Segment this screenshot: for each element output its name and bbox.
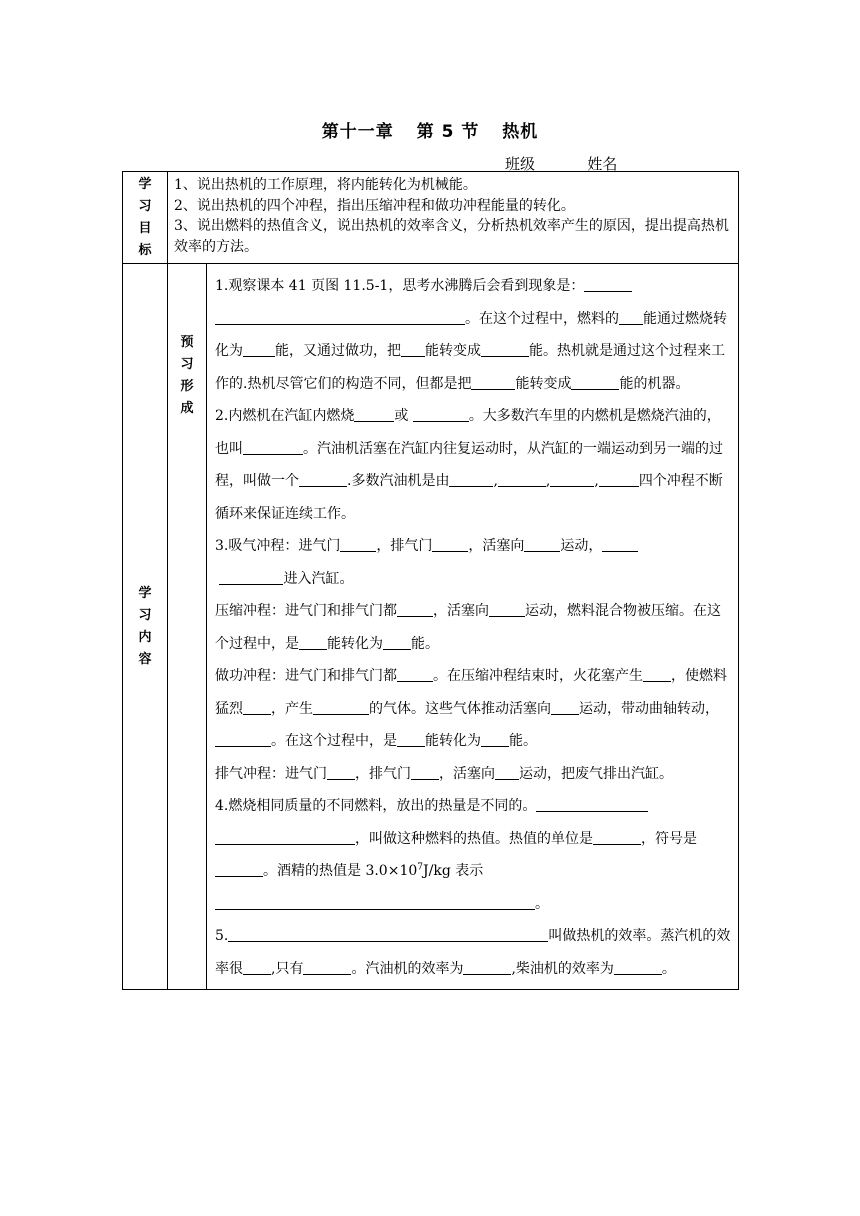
q3-text: 能。 bbox=[411, 635, 439, 652]
fill-blank[interactable] bbox=[243, 960, 271, 975]
fill-blank[interactable] bbox=[243, 700, 271, 715]
q1-text: 能通过燃烧转化为 bbox=[215, 310, 727, 359]
content-label-char: 容 bbox=[138, 651, 152, 667]
fill-blank[interactable] bbox=[299, 472, 347, 487]
fill-blank[interactable] bbox=[411, 765, 439, 780]
content-label-char: 习 bbox=[138, 607, 152, 623]
q3-text: ，活塞向 bbox=[433, 603, 489, 619]
fill-blank[interactable] bbox=[215, 310, 465, 325]
fill-blank[interactable] bbox=[481, 342, 529, 357]
content-label-char: 内 bbox=[138, 629, 152, 645]
q5-text: 叫做热机的效率。蒸汽机的效率很 bbox=[215, 928, 731, 977]
fill-blank[interactable] bbox=[397, 732, 425, 747]
question-3-exhaust bbox=[215, 758, 732, 791]
fill-blank[interactable] bbox=[463, 960, 511, 975]
class-label: 班级 bbox=[505, 155, 536, 173]
q3-text: ，使燃料猛烈 bbox=[215, 668, 727, 717]
q5-text: 5. bbox=[215, 928, 229, 944]
goals-label-char: 目 bbox=[138, 220, 152, 236]
goal-item: 3、说出燃料的热值含义，说出热机的效率含义，分析热机效率产生的原因，提出提高热机效率的方法。 bbox=[174, 218, 729, 255]
fill-blank[interactable] bbox=[228, 927, 548, 942]
q5-text: 。 bbox=[661, 960, 676, 977]
fill-blank[interactable] bbox=[303, 960, 351, 975]
fill-blank[interactable] bbox=[449, 472, 493, 487]
fill-blank[interactable] bbox=[401, 342, 425, 357]
q1-text: 能转变成 bbox=[515, 375, 572, 392]
q3-text: 能。 bbox=[509, 733, 537, 749]
q3-text: 能转化为 bbox=[327, 635, 383, 652]
fill-blank[interactable] bbox=[498, 472, 546, 487]
q4-exponent: 7 bbox=[417, 862, 423, 873]
q2-text: 。大多数汽车里的内燃机是燃烧汽油的，也叫 bbox=[215, 408, 721, 457]
q3-text: 。在压缩冲程结束时，火花塞产生 bbox=[433, 668, 643, 684]
q1-text: 能。热机就是通过这个过程来工作的.热机尽管它们的构造不同，但都是把 bbox=[215, 343, 725, 392]
content-row bbox=[123, 264, 739, 990]
q3-text: 运动，把废气排出汽缸。 bbox=[519, 765, 673, 782]
fill-blank[interactable] bbox=[584, 277, 632, 292]
fill-blank[interactable] bbox=[471, 375, 515, 390]
preview-label-char: 形 bbox=[180, 379, 194, 394]
goals-cell bbox=[168, 172, 739, 264]
fill-blank[interactable] bbox=[383, 635, 411, 650]
q4-text: J/kg 表示 bbox=[423, 863, 484, 879]
fill-blank[interactable] bbox=[354, 407, 394, 422]
content-cell bbox=[207, 264, 739, 990]
q3-text: ，活塞向 bbox=[439, 765, 495, 782]
q2-text: 或 bbox=[394, 408, 409, 424]
preview-label-char: 习 bbox=[180, 357, 194, 372]
fill-blank[interactable] bbox=[397, 667, 433, 682]
q2-text: .多数汽油机是由 bbox=[347, 473, 450, 489]
goals-label-char: 标 bbox=[138, 242, 152, 258]
chapter-label: 第十一章 bbox=[321, 122, 394, 142]
goal-item: 2、说出热机的四个冲程，指出压缩冲程和做功冲程能量的转化。 bbox=[174, 197, 575, 214]
section-label: 第 5 节 bbox=[416, 122, 480, 142]
q5-text: ,只有 bbox=[271, 960, 304, 977]
q4-text: 。酒精的热值是 3.0×10 bbox=[263, 863, 418, 879]
q5-text: 。汽油机的效率为 bbox=[351, 960, 464, 977]
fill-blank[interactable] bbox=[299, 635, 327, 650]
q3-text: 排气冲程：进气门 bbox=[215, 765, 327, 782]
q3-text: ，活塞向 bbox=[468, 538, 525, 554]
q2-text: 四个冲程不断循环来保证连续工作。 bbox=[215, 473, 723, 522]
question-4 bbox=[215, 790, 732, 920]
fill-blank[interactable] bbox=[571, 375, 619, 390]
goals-label-char: 学 bbox=[138, 176, 152, 192]
fill-blank[interactable] bbox=[215, 895, 535, 910]
fill-blank[interactable] bbox=[432, 537, 468, 552]
worksheet-table bbox=[122, 171, 739, 990]
q1-text: 。在这个过程中，燃料的 bbox=[465, 310, 619, 327]
q3-text: 运动，带动曲轴转动， bbox=[579, 700, 719, 717]
fill-blank[interactable] bbox=[489, 602, 525, 617]
name-blank[interactable] bbox=[617, 157, 725, 172]
fill-blank[interactable] bbox=[219, 570, 283, 585]
fill-blank[interactable] bbox=[413, 407, 469, 422]
goals-label-cell bbox=[123, 172, 168, 264]
goals-row bbox=[123, 172, 739, 264]
fill-blank[interactable] bbox=[614, 960, 662, 975]
q1-text: 1.观察课本 41 页图 11.5-1，思考水沸腾后会看到现象是： bbox=[215, 278, 585, 294]
q3-text: ，排气门 bbox=[355, 765, 411, 782]
q2-text: 2.内燃机在汽缸内燃烧 bbox=[215, 408, 355, 424]
q3-text: 进入汽缸。 bbox=[283, 570, 354, 587]
question-1 bbox=[215, 270, 732, 400]
content-label-cell bbox=[123, 264, 168, 990]
q3-text: ，产生 bbox=[271, 700, 313, 717]
question-3-power bbox=[215, 660, 732, 758]
fill-blank[interactable] bbox=[243, 440, 303, 455]
q4-text: 4.燃烧相同质量的不同燃料，放出的热量是不同的。 bbox=[215, 798, 537, 814]
fill-blank[interactable] bbox=[215, 862, 263, 877]
q4-text: ，符号是 bbox=[641, 830, 697, 847]
fill-blank[interactable] bbox=[524, 537, 560, 552]
fill-blank[interactable] bbox=[495, 765, 519, 780]
fill-blank[interactable] bbox=[340, 537, 376, 552]
q5-text: ,柴油机的效率为 bbox=[511, 960, 614, 977]
topic-label: 热机 bbox=[502, 122, 539, 142]
fill-blank[interactable] bbox=[643, 667, 671, 682]
preview-label-char: 预 bbox=[180, 335, 194, 350]
q4-text: 。 bbox=[535, 895, 549, 912]
q1-text: 能，又通过做功，把 bbox=[275, 343, 401, 359]
fill-blank[interactable] bbox=[602, 537, 638, 552]
fill-blank[interactable] bbox=[619, 310, 643, 325]
fill-blank[interactable] bbox=[397, 602, 433, 617]
class-blank[interactable] bbox=[535, 157, 573, 172]
q3-text: 压缩冲程：进气门和排气门都 bbox=[215, 603, 397, 619]
q3-text: 运动， bbox=[560, 538, 603, 554]
name-label: 姓名 bbox=[587, 155, 618, 173]
fill-blank[interactable] bbox=[599, 472, 639, 487]
preview-label-cell bbox=[168, 264, 207, 990]
goal-item: 1、说出热机的工作原理，将内能转化为机械能。 bbox=[174, 177, 477, 193]
fill-blank[interactable] bbox=[593, 830, 641, 845]
fill-blank[interactable] bbox=[550, 472, 594, 487]
fill-blank[interactable] bbox=[481, 732, 509, 747]
fill-blank[interactable] bbox=[215, 830, 355, 845]
question-5 bbox=[215, 920, 732, 985]
q3-text: 的气体。这些气体推动活塞向 bbox=[369, 700, 551, 717]
q3-text: 做功冲程：进气门和排气门都 bbox=[215, 668, 397, 684]
q2-text: 。汽油机活塞在汽缸内往复运动时，从汽缸的一端运动到另一端的过程，叫做一个 bbox=[215, 440, 723, 489]
question-3-compression bbox=[215, 595, 732, 660]
fill-blank[interactable] bbox=[551, 700, 579, 715]
content-label-char: 学 bbox=[138, 585, 152, 601]
fill-blank[interactable] bbox=[327, 765, 355, 780]
page-title bbox=[0, 117, 860, 142]
q4-text: ，叫做这种燃料的热值。热值的单位是 bbox=[355, 830, 593, 847]
preview-label-char: 成 bbox=[180, 401, 194, 416]
fill-blank[interactable] bbox=[536, 797, 648, 812]
q3-text: ，排气门 bbox=[376, 538, 433, 554]
q3-text: 。在这个过程中，是 bbox=[271, 733, 397, 749]
question-2: 2.内燃机在汽缸内燃烧 或 。大多数汽车里的内燃机是燃烧汽油的，也叫 。汽油机活塞在汽缸内往复运动时，从汽缸的一端运动到另一端的过程，叫做一个 .多数汽油机是由 , , , 四个冲程不断循环来保证连续工作。 bbox=[215, 408, 723, 522]
fill-blank[interactable] bbox=[243, 342, 275, 357]
question-3-intake bbox=[215, 530, 732, 595]
q3-text: 能转化为 bbox=[425, 733, 481, 749]
q3-text: 运动，燃料混合物被压缩。在这个过程中，是 bbox=[215, 603, 721, 652]
goals-label-char: 习 bbox=[138, 198, 152, 214]
q1-text: 能的机器。 bbox=[619, 375, 690, 392]
q3-text: 3.吸气冲程：进气门 bbox=[215, 538, 341, 554]
fill-blank[interactable] bbox=[215, 732, 271, 747]
q1-text: 能转变成 bbox=[425, 343, 481, 359]
fill-blank[interactable] bbox=[313, 700, 369, 715]
